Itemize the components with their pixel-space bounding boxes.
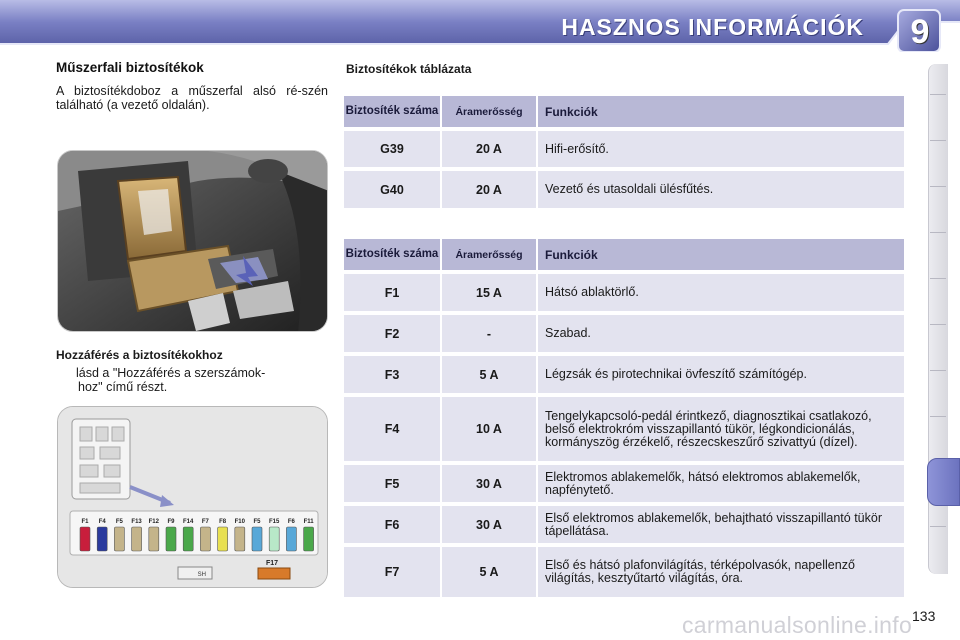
access-reference — [56, 366, 328, 394]
chapter-number: 9 — [910, 13, 930, 51]
dashboard-fuse-location-photo — [57, 150, 328, 332]
header-fuse-number: Biztosíték száma — [344, 239, 440, 270]
fuse-number: F6 — [344, 506, 440, 543]
chapter-title: HASZNOS INFORMÁCIÓK — [561, 14, 864, 40]
tab-divider — [930, 140, 946, 141]
fuse-slot — [235, 527, 245, 551]
fuse-function: Hátsó ablaktörlő. — [538, 274, 904, 311]
fuse-number: F5 — [344, 465, 440, 502]
table-row — [344, 274, 904, 311]
header-amperage: Áramerősség — [442, 239, 536, 270]
tab-divider — [930, 526, 946, 527]
fuse-slot — [80, 527, 90, 551]
fuse-slot — [166, 527, 176, 551]
fuse-number: F7 — [344, 547, 440, 597]
intro-paragraph: A biztosítékdoboz a műszerfal alsó ré-szén található (a vezető oldalán). — [56, 84, 328, 112]
fuse-label: F12 — [148, 519, 159, 525]
fuse-slot — [132, 527, 142, 551]
fuse-label: F1 — [81, 519, 89, 525]
table-row — [344, 547, 904, 597]
fuse-function: Légzsák és pirotechnikai övfeszítő számítógép. — [538, 356, 904, 393]
fuse-label: F13 — [131, 519, 142, 525]
fuse-number: G40 — [344, 171, 440, 208]
fuse-label: F9 — [167, 519, 175, 525]
fuse-function: Első elektromos ablakemelők, behajtható visszapillantó tükör tápellátása. — [538, 506, 904, 543]
fuse-label: F5 — [115, 519, 123, 525]
fuse-label: F10 — [234, 519, 245, 525]
fuse-function: Vezető és utasoldali ülésfűtés. — [538, 171, 904, 208]
tab-active-chapter[interactable] — [927, 458, 960, 506]
fuse-number: F3 — [344, 356, 440, 393]
tab-divider — [930, 324, 946, 325]
table-row — [344, 171, 904, 208]
fuse-function: Szabad. — [538, 315, 904, 352]
table-header-row — [344, 96, 904, 127]
fuse-slot — [97, 527, 107, 551]
fuse-box-diagram — [57, 406, 328, 588]
fuse-amperage: 20 A — [442, 131, 536, 167]
access-subtitle: Hozzáférés a biztosítékokhoz — [56, 348, 223, 362]
left-column — [56, 60, 328, 112]
fuse-amperage: 15 A — [442, 274, 536, 311]
fuse-amperage: - — [442, 315, 536, 352]
fuse-label: F15 — [269, 519, 280, 525]
tab-divider — [930, 186, 946, 187]
fuse-function: Elektromos ablakemelők, hátsó elektromos ablakemelők, napfénytető. — [538, 465, 904, 502]
table-row — [344, 506, 904, 543]
table-header-row — [344, 239, 904, 270]
fuse-label: F6 — [287, 519, 295, 525]
fuse-slot — [114, 527, 124, 551]
watermark: carmanualsonline.info — [682, 612, 913, 638]
tab-divider — [930, 232, 946, 233]
tab-divider — [930, 278, 946, 279]
fuse-number: F4 — [344, 397, 440, 461]
table-row — [344, 356, 904, 393]
header-fuse-number: Biztosíték száma — [344, 96, 440, 127]
fuse-slot — [218, 527, 228, 551]
fuse-amperage: 30 A — [442, 506, 536, 543]
tab-divider — [930, 94, 946, 95]
fuse-label: F8 — [219, 519, 227, 525]
header-functions: Funkciók — [538, 239, 904, 270]
section-title: Műszerfali biztosítékok — [56, 60, 204, 75]
fuse-amperage: 5 A — [442, 356, 536, 393]
fuse-label: F5 — [253, 519, 261, 525]
tab-divider — [930, 370, 946, 371]
fuse-slot — [286, 527, 296, 551]
tab-divider — [930, 416, 946, 417]
fuse-amperage: 10 A — [442, 397, 536, 461]
fuse-function: Első és hátsó plafonvilágítás, térképolvasók, napellenző világítás, kesztyűtartó világítás, óra. — [538, 547, 904, 597]
fuse-number: F1 — [344, 274, 440, 311]
fuse-label: F4 — [98, 519, 106, 525]
fuse-slot — [269, 527, 279, 551]
header-functions: Funkciók — [538, 96, 904, 127]
fuse-slot — [304, 527, 314, 551]
fuse-slot — [183, 527, 193, 551]
table-row — [344, 397, 904, 461]
fuse-label: F11 — [303, 519, 314, 525]
chapter-index-tabs — [928, 64, 960, 574]
fuse-label: F7 — [201, 519, 209, 525]
table-row — [344, 131, 904, 167]
fuse-function: Tengelykapcsoló-pedál érintkező, diagnosztikai csatlakozó, belső elektrokróm visszapillantó tükör, légkondicionálás, kormányszög érzékelő, részecskeszűrő szivattyú (dízel). — [538, 397, 904, 461]
fuse-amperage: 20 A — [442, 171, 536, 208]
relay-box-label: SH — [197, 572, 206, 578]
fuse-number: G39 — [344, 131, 440, 167]
fuse-slot — [252, 527, 262, 551]
access-line-1: lásd a "Hozzáférés a szerszámok- — [76, 366, 266, 380]
fuse-slot — [149, 527, 159, 551]
fuse-slot — [200, 527, 210, 551]
fuse-label: F14 — [183, 519, 194, 525]
fuse-label-f17: F17 — [266, 560, 279, 567]
table-row — [344, 465, 904, 502]
fuse-number: F2 — [344, 315, 440, 352]
fuse-amperage: 5 A — [442, 547, 536, 597]
table-row — [344, 315, 904, 352]
fuse-table-title: Biztosítékok táblázata — [346, 62, 472, 76]
page-number: 133 — [912, 608, 936, 624]
fuse-function: Hifi-erősítő. — [538, 131, 904, 167]
fuse-amperage: 30 A — [442, 465, 536, 502]
access-line-2: hoz" című részt. — [78, 380, 168, 394]
chapter-header — [0, 0, 960, 52]
header-amperage: Áramerősség — [442, 96, 536, 127]
